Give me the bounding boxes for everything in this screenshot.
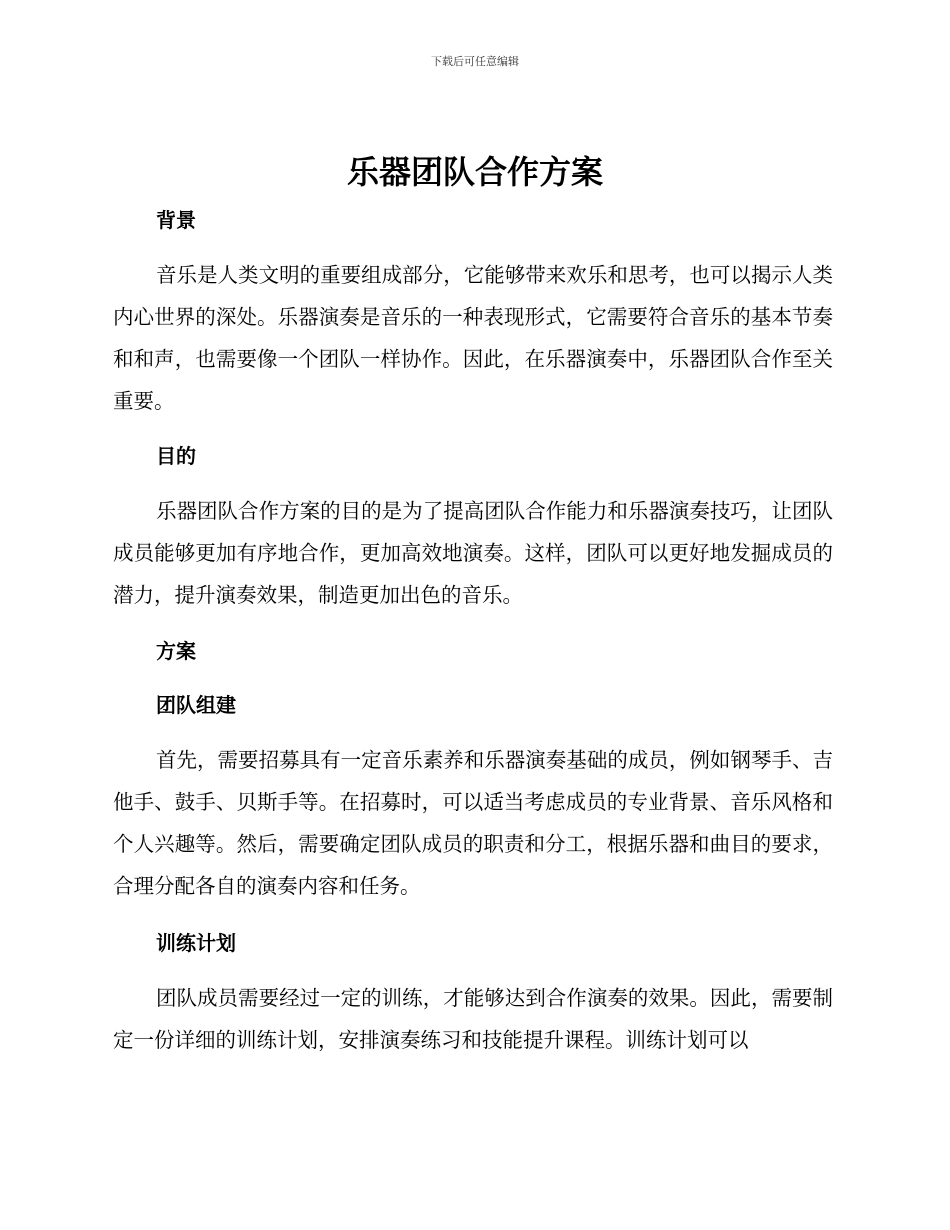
section-paragraph-background: 音乐是人类文明的重要组成部分，它能够带来欢乐和思考，也可以揭示人类内心世界的深处。乐器演奏是音乐的一种表现形式，它需要符合音乐的基本节奏和和声，也需要像一个团队一样协作。因此，在乐器演奏中，乐器团队合作至关重要。 (113, 263, 833, 413)
document-title: 乐器团队合作方案 (346, 153, 603, 191)
running-header: 下载后可任意编辑 (431, 55, 519, 68)
section-paragraph-team-building: 首先，需要招募具有一定音乐素养和乐器演奏基础的成员，例如钢琴手、吉他手、鼓手、贝斯手等。在招募时，可以适当考虑成员的专业背景、音乐风格和个人兴趣等。然后，需要确定团队成员的职责和分工，根据乐器和曲目的要求，合理分配各自的演奏内容和任务。 (113, 748, 833, 898)
section-heading-purpose: 目的 (156, 444, 196, 468)
section-heading-background: 背景 (156, 208, 196, 232)
section-heading-training-plan: 训练计划 (156, 931, 236, 955)
section-heading-plan: 方案 (156, 639, 196, 663)
section-paragraph-training-plan: 团队成员需要经过一定的训练，才能够达到合作演奏的效果。因此，需要制定一份详细的训练计划，安排演奏练习和技能提升课程。训练计划可以 (113, 986, 833, 1052)
section-paragraph-purpose: 乐器团队合作方案的目的是为了提高团队合作能力和乐器演奏技巧，让团队成员能够更加有序地合作，更加高效地演奏。这样，团队可以更好地发掘成员的潜力，提升演奏效果，制造更加出色的音乐。 (113, 499, 833, 607)
section-heading-team-building: 团队组建 (156, 693, 236, 717)
